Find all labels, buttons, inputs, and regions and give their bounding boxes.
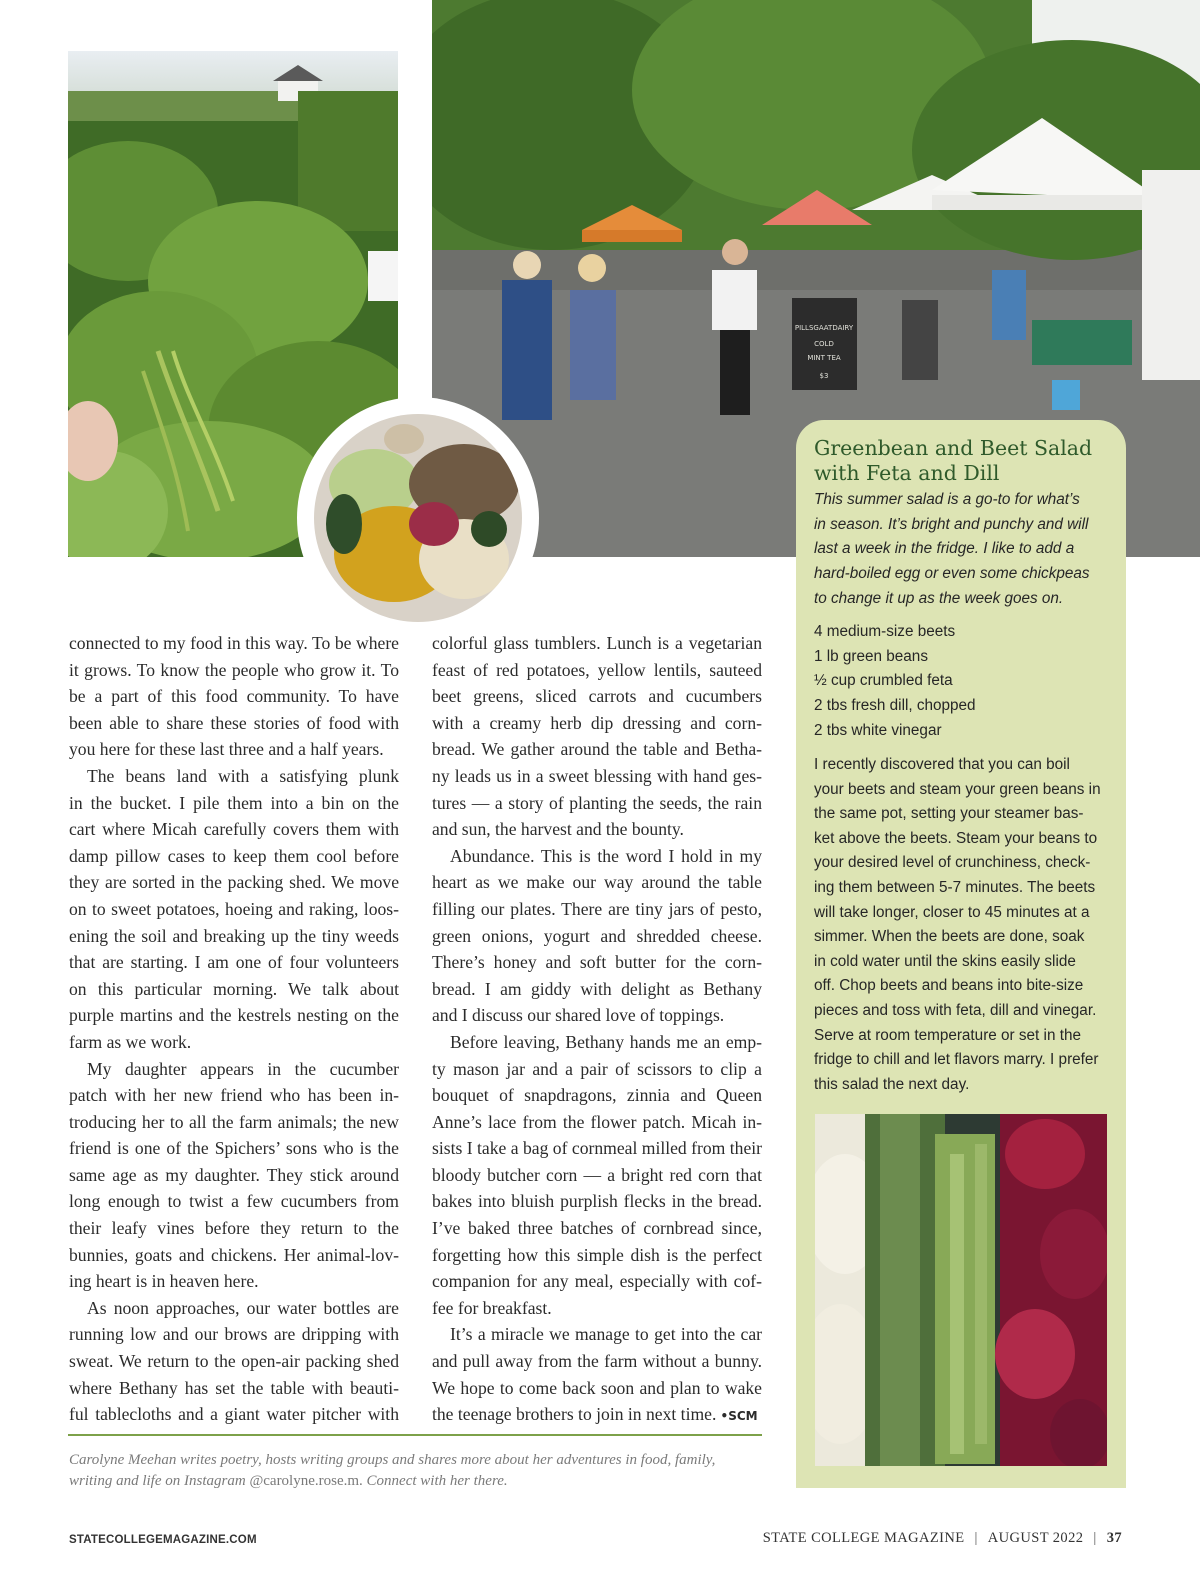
salad-ingredients-photo	[815, 1114, 1107, 1466]
ingredient-item: ½ cup crumbled feta	[814, 672, 953, 690]
article-line: ty mason jar and a pair of scissors to clip a	[432, 1058, 762, 1079]
article-line: forgetting how this simple dish is the perfect	[432, 1244, 762, 1265]
recipe-intro: This summer salad is a go-to for what’s in season. It’s bright and punchy and will last a week in the fridge. I like to add a hard-boiled egg or even some chickpeas to change it up as the week goes on.	[814, 491, 1090, 607]
article-line: on to sweet potatoes, hoeing and raking, loos-	[69, 898, 399, 919]
footer-folio: STATE COLLEGE MAGAZINE | AUGUST 2022 | 37	[762, 1530, 1122, 1546]
article-line: filling our plates. There are tiny jars of pesto,	[432, 898, 762, 919]
instagram-handle: @carolyne.rose.m.	[249, 1473, 363, 1489]
article-line: bunnies, goats and chickens. Her animal-lov-	[69, 1244, 399, 1265]
footer-website: STATECOLLEGEMAGAZINE.COM	[69, 1534, 257, 1546]
article-line: sweat. We return to the open-air packing shed	[69, 1351, 399, 1372]
article-line: long enough to twist a few cucumbers from	[69, 1191, 399, 1212]
article-line: be a part of this food community. To have	[69, 686, 399, 707]
recipe-title: Greenbean and Beet Salad with Feta and Dill	[814, 436, 1093, 485]
article-line: the teenage brothers to join in next time. •SCM	[432, 1404, 758, 1425]
article-line: tures — a story of planting the seeds, the rain	[432, 792, 762, 813]
article-line: troducing her to all the farm animals; the new	[69, 1111, 399, 1132]
issue-date: AUGUST 2022	[987, 1530, 1084, 1546]
article-line: bouquet of snapdragons, zinnia and Queen	[432, 1085, 762, 1106]
ingredient-item: 4 medium-size beets	[814, 623, 956, 640]
article-line: bread. We gather around the table and Betha-	[432, 739, 762, 760]
article-line: There’s honey and soft butter for the corn-	[432, 952, 762, 973]
article-line: It’s a miracle we manage to get into the car	[450, 1324, 762, 1345]
page-number: 37	[1106, 1530, 1122, 1546]
article-line: beet greens, sliced carrots and cucumbers	[432, 686, 762, 707]
article-line: The beans land with a satisfying plunk	[87, 765, 399, 786]
article-line: ny leads us in a sweet blessing with hand ges-	[432, 765, 762, 786]
article-line: patch with her new friend who has been in-	[69, 1085, 399, 1106]
article-line: where Bethany has set the table with beauti-	[69, 1377, 399, 1398]
article-line: Before leaving, Bethany hands me an emp-	[450, 1031, 762, 1052]
article-line: green onions, yogurt and shredded cheese.	[432, 925, 762, 946]
recipe-instructions: I recently discovered that you can boil your beets and steam your green beans in the same pot, setting your steamer bas- ket above the beets. Steam your beans to your desired level of crunchiness, check- ing them between 5-7 minutes. The beets will take longer, closer to 45 minutes at a simmer. When the beets are done, soak in cold water until the skins easily slide off. Chop beets and beans into bite-size pieces and toss with feta, dill and vinegar. Serve at room temperature or set in the fridge to chill and let flavors marry. I prefer this salad the next day.	[814, 756, 1101, 1093]
article-line: you here for these last three and a half years.	[69, 739, 384, 760]
bio-divider	[68, 1434, 762, 1436]
svg-text:COLD: COLD	[814, 340, 834, 348]
article-line: and pull away from the farm without a bunny.	[432, 1351, 762, 1372]
article-line: sists I take a bag of cornmeal milled from their	[432, 1138, 762, 1159]
article-line: with a creamy herb dip dressing and corn-	[432, 712, 762, 733]
ingredient-item: 1 lb green beans	[814, 647, 928, 665]
svg-text:PILLSGAATDAIRY: PILLSGAATDAIRY	[794, 324, 854, 332]
article-line: connected to my food in this way. To be where	[69, 633, 399, 653]
article-line: been able to share these stories of food with	[69, 712, 399, 733]
article-line: As noon approaches, our water bottles are	[87, 1297, 399, 1318]
ingredient-item: 2 tbs white vinegar	[814, 721, 942, 739]
article-line: ing heart is in heaven here.	[69, 1271, 259, 1292]
article-line: I’ve baked three batches of cornbread since,	[432, 1218, 762, 1239]
article-line: their leafy vines before they return to the	[69, 1218, 399, 1239]
article-line: purple martins and the kestrels nesting on the	[69, 1005, 399, 1026]
svg-text:MINT TEA: MINT TEA	[807, 354, 841, 362]
article-line: it grows. To know the people who grow it. To	[69, 659, 399, 680]
article-line: same age as my daughter. They stick around	[69, 1164, 399, 1185]
article-line: damp pillow cases to keep them cool before	[69, 845, 399, 866]
article-line: heart as we make our way around the table	[432, 872, 762, 893]
article-line: friend is one of the Spichers’ sons who is the	[69, 1138, 399, 1159]
article-line: running low and our brows are dripping with	[69, 1324, 399, 1345]
article-line: cart where Micah carefully covers them with	[69, 819, 399, 840]
article-line: farm as we work.	[69, 1031, 192, 1052]
article-line: they are sorted in the packing shed. We move	[69, 872, 399, 893]
article-column-middle	[432, 630, 762, 1428]
article-line: companion for any meal, especially with cof-	[432, 1271, 762, 1292]
article-line: colorful glass tumblers. Lunch is a vegetarian	[432, 633, 762, 653]
article-line: in the bucket. I pile them into a bin on the	[69, 792, 399, 813]
article-line: and sun, the harvest and the bounty.	[432, 819, 684, 840]
article-line: feast of red potatoes, yellow lentils, sauteed	[432, 659, 762, 680]
article-line: that are starting. I am one of four volunteers	[69, 952, 399, 973]
article-line: on this particular morning. We talk about	[69, 978, 399, 999]
article-line: bloody butcher corn — a bright red corn that	[432, 1164, 762, 1185]
article-line: Anne’s lace from the flower patch. Micah in-	[432, 1111, 762, 1132]
article-line: bakes into bluish purplish flecks in the bread.	[432, 1191, 762, 1212]
article-line: Abundance. This is the word I hold in my	[450, 845, 762, 866]
article-line: ening the soil and breaking up the tiny weeds	[69, 925, 399, 946]
article-line: bread. I am giddy with delight as Bethany	[432, 978, 762, 999]
svg-text:$3: $3	[819, 372, 829, 380]
end-mark-icon: •SCM	[716, 1409, 758, 1424]
author-bio: Carolyne Meehan writes poetry, hosts writing groups and shares more about her adventures in food, family, writing and life on Instagram @carolyne.rose.m. Connect with her there.	[69, 1452, 716, 1489]
article-line: We hope to come back soon and plan to wake	[432, 1377, 762, 1398]
lunch-plate-photo	[314, 414, 522, 622]
ingredient-item: 2 tbs fresh dill, chopped	[814, 697, 976, 715]
ingredient-list	[814, 620, 1114, 744]
article-line: fee for breakfast.	[432, 1297, 552, 1318]
article-line: and I discuss our shared love of toppings.	[432, 1005, 725, 1026]
magazine-name: STATE COLLEGE MAGAZINE	[762, 1530, 965, 1546]
article-line: ful tablecloths and a giant water pitcher with	[69, 1404, 399, 1425]
article-column-left	[69, 630, 399, 1428]
article-line: My daughter appears in the cucumber	[87, 1058, 399, 1079]
